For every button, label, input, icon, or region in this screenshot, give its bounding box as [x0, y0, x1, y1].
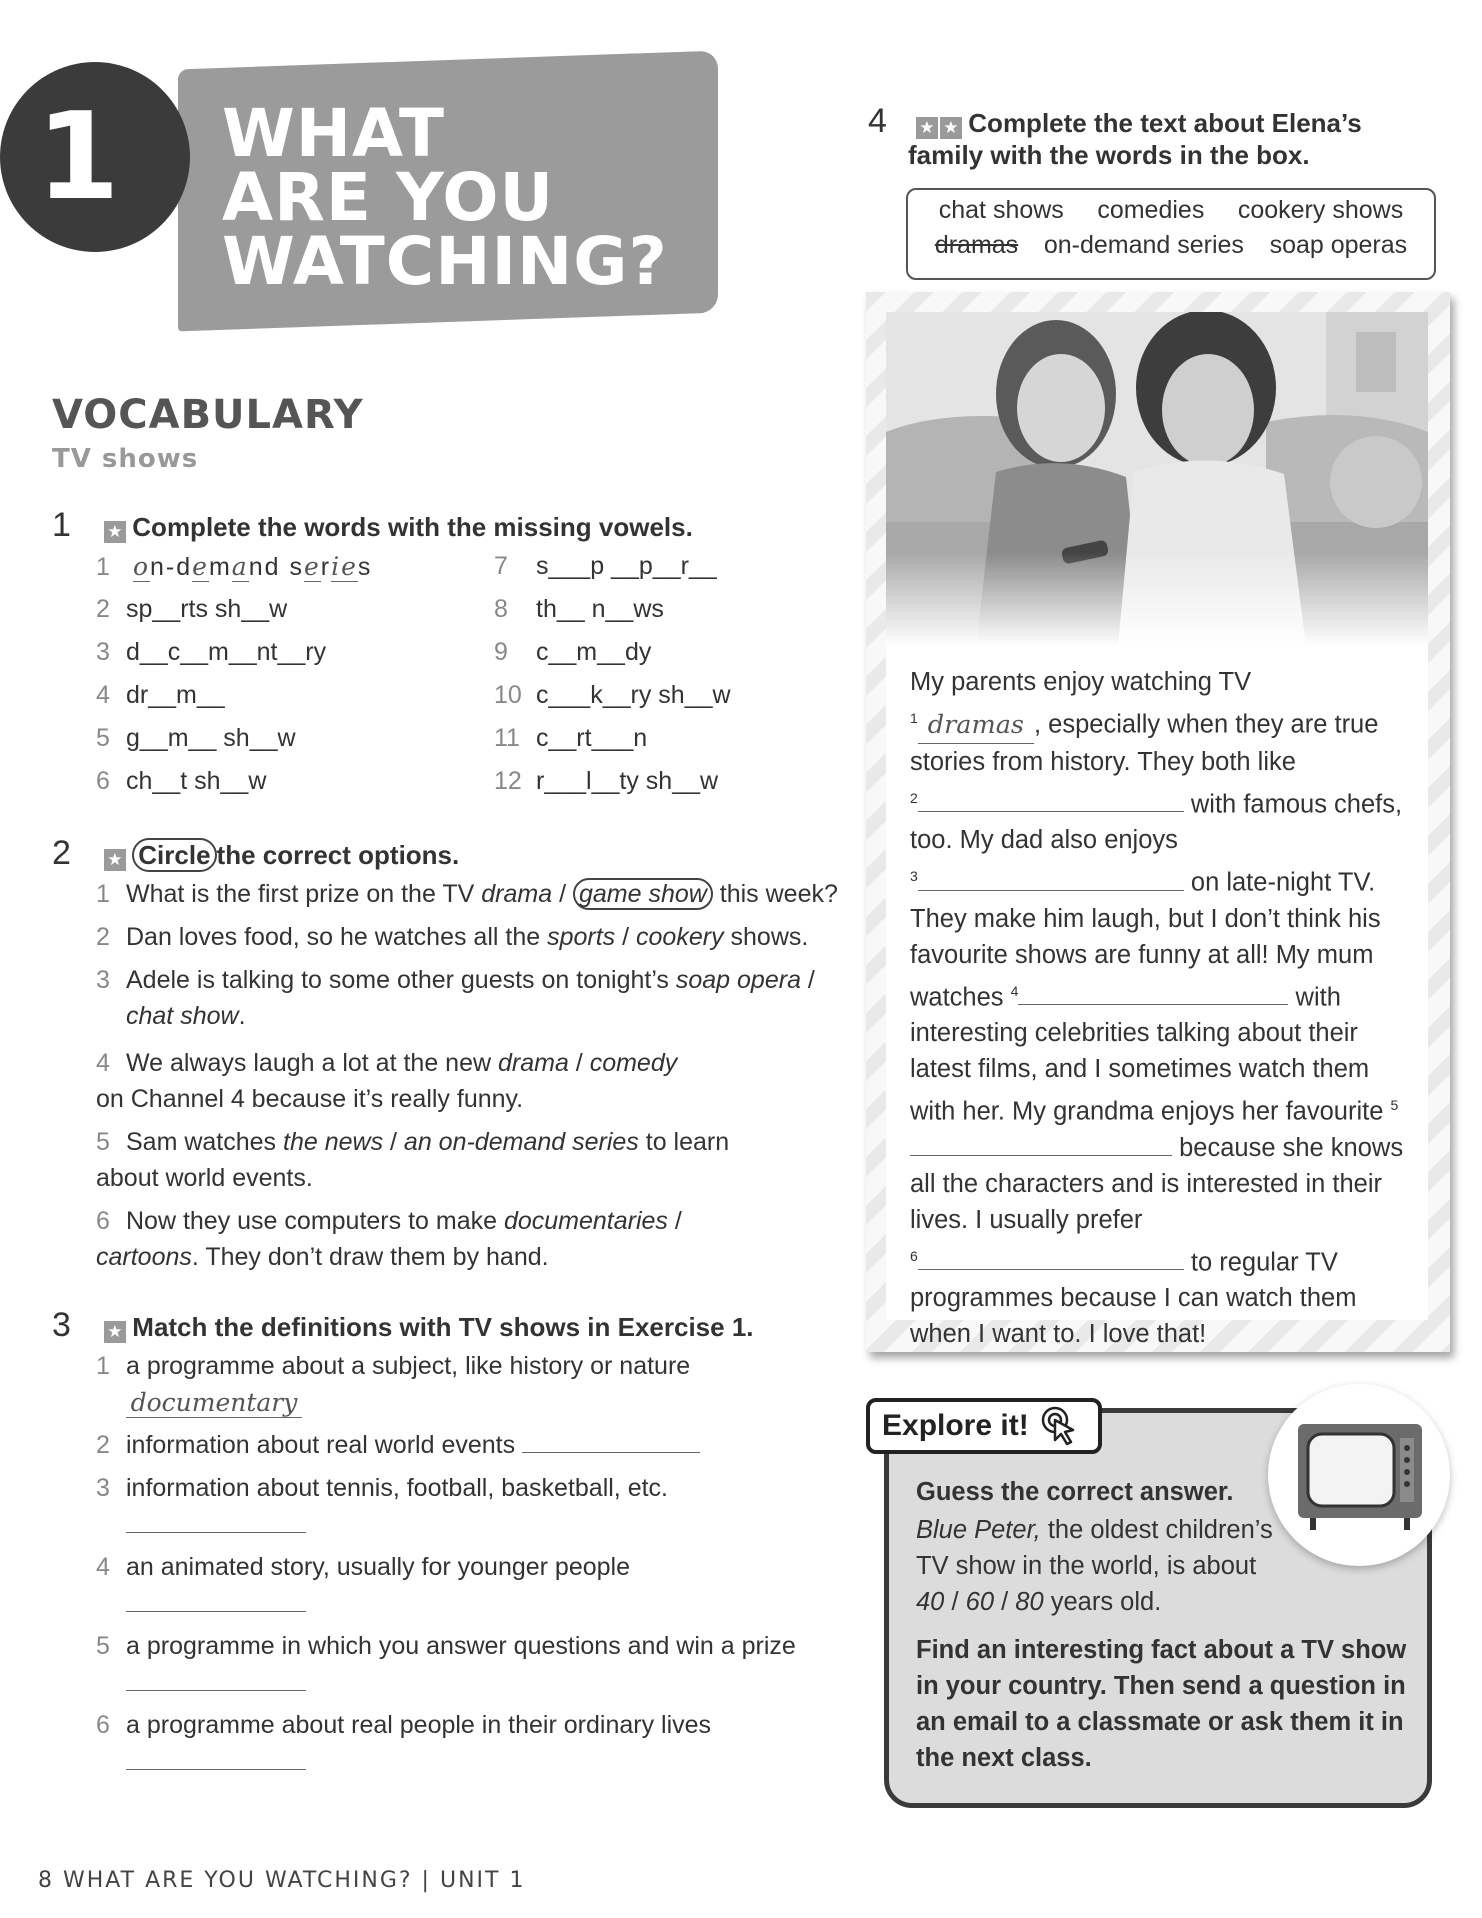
ex3-item-2 — [96, 1431, 700, 1460]
exercise-title-line-2: family with the words in the box. — [908, 140, 1310, 170]
definition: an animated story, usually for younger people — [126, 1553, 631, 1581]
text: on Channel 4 because it’s really funny. — [96, 1085, 524, 1113]
text: Sam watches — [126, 1128, 284, 1156]
exercise-title: Complete the words with the missing vowels. — [132, 512, 693, 542]
ex1-item-6 — [96, 767, 266, 796]
question-end: years old. — [1043, 1588, 1162, 1616]
item-number: 2 — [96, 1431, 110, 1459]
answer: e — [192, 552, 209, 581]
ex1-item-4-word[interactable]: dr__m__ — [126, 681, 225, 709]
item-number: 7 — [494, 552, 508, 580]
gap-2-field[interactable] — [918, 789, 1184, 812]
title-line-3: WATCHING? — [222, 223, 668, 300]
ex1-item-3-word[interactable]: d__c__m__nt__ry — [126, 638, 327, 666]
question-text: the oldest children’s TV show in the world, is about — [916, 1516, 1273, 1580]
ex3-item-6 — [96, 1711, 711, 1740]
ex2-item-1 — [96, 880, 838, 909]
exercise-number: 1 — [52, 506, 71, 544]
answer: a — [231, 552, 249, 581]
explore-task: Find an interesting fact about a TV show in your country. Then send a question in an email to a classmate or ask them it in the next class. — [916, 1636, 1407, 1772]
exercise-title: Match the definitions with TV shows in Exercise 1. — [132, 1312, 754, 1342]
text: this week? — [712, 880, 838, 908]
story-text: My parents enjoy watching TV $^1$ dramas , especially when they are true stories from history. They both like $^2$ with famous chefs, too. My dad also enjoys $^3$ on late-night TV. They make him laugh, but I don’t think his favourite shows are funny at all! My mum watches $^4$ with interesting celebrities talking about their latest films, and I sometimes watch them with her. My grandma enjoys her favourite $^5$ because she knows all the characters and is interested in their lives. I usually prefer $^6$ to regular TV programmes because I can watch them when I want to. I love that! — [910, 668, 1404, 1348]
option-a[interactable]: sports — [547, 923, 616, 951]
answer: e — [341, 552, 358, 581]
exercise-number: 2 — [52, 834, 71, 872]
separator: / — [800, 966, 815, 994]
show-title: Blue Peter, — [916, 1516, 1041, 1544]
item-number: 3 — [96, 638, 110, 666]
gap-5-field[interactable] — [910, 1133, 1172, 1156]
star-icon: ★ — [104, 521, 126, 543]
exercise-number: 4 — [868, 102, 887, 140]
ex1-item-1 — [96, 552, 372, 582]
story-segment: to regular TV programmes because I can watch them when I want to. I love that! — [910, 1248, 1357, 1348]
ex1-item-8 — [494, 595, 664, 624]
separator: / — [615, 923, 637, 951]
definition: a programme in which you answer questions and win a prize — [126, 1632, 796, 1660]
answer-field[interactable] — [126, 1749, 306, 1770]
ex3-answer-1[interactable] — [126, 1388, 302, 1418]
explore-heading: Guess the correct answer. — [916, 1478, 1234, 1506]
answer: e — [303, 552, 321, 581]
star-icon: ★ — [940, 117, 962, 139]
definition: information about real world events — [126, 1431, 516, 1459]
footer-text: WHAT ARE YOU WATCHING? | UNIT 1 — [63, 1868, 526, 1893]
text: to learn about world events. — [96, 1128, 730, 1192]
item-number: 4 — [96, 1049, 110, 1077]
exercise-3-header — [52, 1306, 754, 1345]
word-option: soap operas — [1269, 231, 1408, 259]
story-segment: My parents enjoy watching TV — [910, 668, 1252, 696]
page-number: 8 — [38, 1868, 54, 1893]
text: n-d — [150, 553, 193, 581]
option-a[interactable]: drama — [481, 880, 553, 908]
item-number: 9 — [494, 638, 508, 666]
ex1-item-1-word — [133, 553, 372, 581]
text: What is the first prize on the TV — [126, 880, 482, 908]
option-a[interactable]: drama — [497, 1049, 569, 1077]
word-option: comedies — [1097, 196, 1205, 224]
photo-illustration — [886, 312, 1428, 646]
star-icon: ★ — [104, 849, 126, 871]
section-subheading: TV shows — [52, 444, 199, 474]
ex2-item-3-cont — [126, 1002, 246, 1031]
title-line-2: ARE YOU — [222, 159, 555, 236]
definition: a programme about a subject, like history or nature — [126, 1352, 691, 1380]
story-segment: on late-night TV. They make him laugh, but I don’t think his favourite shows are funny at all! My mum watches — [910, 868, 1381, 1011]
ex1-item-11-word[interactable]: c__rt___n — [536, 724, 648, 752]
answer-field[interactable] — [126, 1591, 306, 1612]
option-b-selected[interactable]: game show — [573, 878, 713, 910]
item-number: 1 — [96, 1352, 110, 1380]
ex3-item-1 — [96, 1352, 690, 1381]
cursor-click-icon — [1039, 1404, 1083, 1448]
ex1-item-10-word[interactable]: c___k__ry sh__w — [536, 681, 731, 709]
star-icon: ★ — [104, 1321, 126, 1343]
text: Dan loves food, so he watches all the — [126, 923, 548, 951]
circle-word: Circle — [132, 838, 216, 872]
exercise-number: 3 — [52, 1306, 71, 1344]
ex2-item-5 — [96, 1124, 736, 1196]
answer-field[interactable]: documentary — [126, 1388, 302, 1418]
item-number: 2 — [96, 923, 110, 951]
separator: / — [568, 1049, 590, 1077]
option-b[interactable]: chat show — [126, 1002, 239, 1030]
ex3-item-5 — [96, 1632, 796, 1661]
exercise-title: the correct options. — [216, 840, 460, 870]
item-number: 4 — [96, 681, 110, 709]
separator: / — [552, 880, 573, 908]
ex1-item-6-word[interactable]: ch__t sh__w — [126, 767, 267, 795]
item-number: 6 — [96, 1711, 110, 1739]
section-heading: VOCABULARY — [52, 392, 364, 438]
option-a[interactable]: documentaries — [503, 1207, 668, 1235]
text: Now they use computers to make — [126, 1207, 504, 1235]
text: nd s — [248, 553, 304, 581]
gap-1-answer[interactable]: dramas — [918, 707, 1034, 744]
item-number: 3 — [96, 966, 110, 994]
page-footer — [38, 1868, 525, 1893]
item-number: 4 — [96, 1553, 110, 1581]
word-option: on-demand series — [1043, 231, 1244, 259]
ex1-item-7-word[interactable]: s___p __p__r__ — [536, 552, 717, 580]
option-b[interactable]: cookery — [636, 923, 724, 951]
star-icon: ★ — [916, 117, 938, 139]
item-number: 6 — [96, 1207, 110, 1235]
story-segment: because she knows all the characters and is interested in their lives. I usually prefer — [910, 1133, 1404, 1234]
ex1-item-12-word[interactable]: r___l__ty sh__w — [536, 767, 719, 795]
option-40[interactable]: 40 — [916, 1588, 945, 1616]
ex1-item-12 — [494, 767, 718, 796]
item-number: 11 — [494, 724, 520, 752]
item-number: 10 — [494, 681, 522, 709]
option-80[interactable]: 80 — [1015, 1588, 1044, 1616]
ex1-item-9 — [494, 638, 651, 667]
item-number: 5 — [96, 1128, 110, 1156]
ex2-item-3 — [96, 966, 815, 995]
ex3-item-3 — [96, 1474, 668, 1503]
story-segment: , especially when they are true stories from history. They both like — [910, 710, 1379, 776]
definition: a programme about real people in their ordinary lives — [126, 1711, 712, 1739]
ex1-item-7 — [494, 552, 717, 581]
story-segment: with famous chefs, too. My dad also enjoys — [910, 790, 1403, 854]
ex2-item-2 — [96, 923, 808, 952]
ex2-item-6 — [96, 1203, 726, 1275]
exercise-1-header — [52, 506, 693, 545]
family-photo-image — [886, 312, 1428, 646]
word-option: chat shows — [938, 196, 1064, 224]
text: . — [238, 1002, 246, 1030]
word-option-used: dramas — [934, 231, 1019, 259]
answer: i — [331, 552, 342, 581]
title-line-1: WHAT — [222, 95, 446, 172]
ex1-item-2-word[interactable]: sp__rts sh__w — [126, 595, 288, 623]
item-number: 1 — [96, 880, 110, 908]
text: We always laugh a lot at the new — [126, 1049, 498, 1077]
answer-field[interactable] — [522, 1432, 700, 1453]
word-box-row-2 — [908, 231, 1434, 260]
ex1-item-5-word[interactable]: g__m__ sh__w — [126, 724, 296, 752]
page-title — [222, 95, 668, 300]
text: . They don’t draw them by hand. — [191, 1243, 549, 1271]
ex1-item-8-word[interactable]: th__ n__ws — [536, 595, 664, 623]
ex1-item-11 — [494, 724, 647, 753]
exercise-4-header — [868, 102, 1362, 141]
explore-content — [916, 1474, 1412, 1776]
item-number: 12 — [494, 767, 522, 795]
gap-3-field[interactable] — [918, 868, 1184, 891]
text: shows. — [723, 923, 809, 951]
explore-tab — [866, 1398, 1102, 1454]
ex1-item-2 — [96, 595, 287, 624]
text: Adele is talking to some other guests on tonight’s — [126, 966, 676, 994]
text: r — [320, 553, 332, 581]
text: s — [357, 553, 373, 581]
explore-question: Blue Peter, the oldest children’s TV show in the world, is about 40 / 60 / 80 years old. — [916, 1516, 1273, 1616]
option-b[interactable]: cartoons — [96, 1243, 192, 1271]
gap-4-field[interactable] — [1018, 982, 1288, 1005]
ex1-item-5 — [96, 724, 296, 753]
item-number: 5 — [96, 724, 110, 752]
item-number: 5 — [96, 1632, 110, 1660]
explore-label: Explore it! — [882, 1409, 1029, 1442]
ex1-item-4 — [96, 681, 225, 710]
ex1-item-9-word[interactable]: c__m__dy — [536, 638, 652, 666]
item-number: 8 — [494, 595, 508, 623]
word-box — [906, 188, 1436, 280]
item-number: 3 — [96, 1474, 110, 1502]
unit-number: 1 — [36, 87, 120, 227]
option-a[interactable]: soap opera — [675, 966, 801, 994]
unit-number-badge — [0, 62, 190, 252]
word-option: cookery shows — [1237, 196, 1404, 224]
answer-field[interactable] — [126, 1670, 306, 1691]
definition: information about tennis, football, basketball, etc. — [126, 1474, 668, 1502]
exercise-2-header — [52, 834, 459, 873]
answer-field[interactable] — [126, 1512, 306, 1533]
answer: o — [132, 552, 151, 581]
ex2-item-4 — [96, 1045, 686, 1117]
ex1-item-3 — [96, 638, 326, 667]
separator: / — [383, 1128, 404, 1156]
option-b[interactable]: an on-demand series — [403, 1128, 639, 1156]
option-b[interactable]: comedy — [589, 1049, 678, 1077]
separator: / — [667, 1207, 682, 1235]
text: m — [208, 553, 232, 581]
item-number: 6 — [96, 767, 110, 795]
item-number: 2 — [96, 595, 110, 623]
exercise-title-line-1: Complete the text about Elena’s — [968, 108, 1362, 138]
word-box-row-1 — [908, 196, 1434, 225]
option-a[interactable]: the news — [283, 1128, 384, 1156]
option-60[interactable]: 60 — [965, 1588, 995, 1616]
gap-6-field[interactable] — [918, 1247, 1184, 1270]
story-segment: with interesting celebrities talking about their latest films, and I sometimes watch them with her. My grandma enjoys her favourite — [910, 983, 1384, 1126]
ex3-item-4 — [96, 1553, 630, 1582]
ex1-item-10 — [494, 681, 731, 710]
item-number: 1 — [96, 553, 110, 581]
